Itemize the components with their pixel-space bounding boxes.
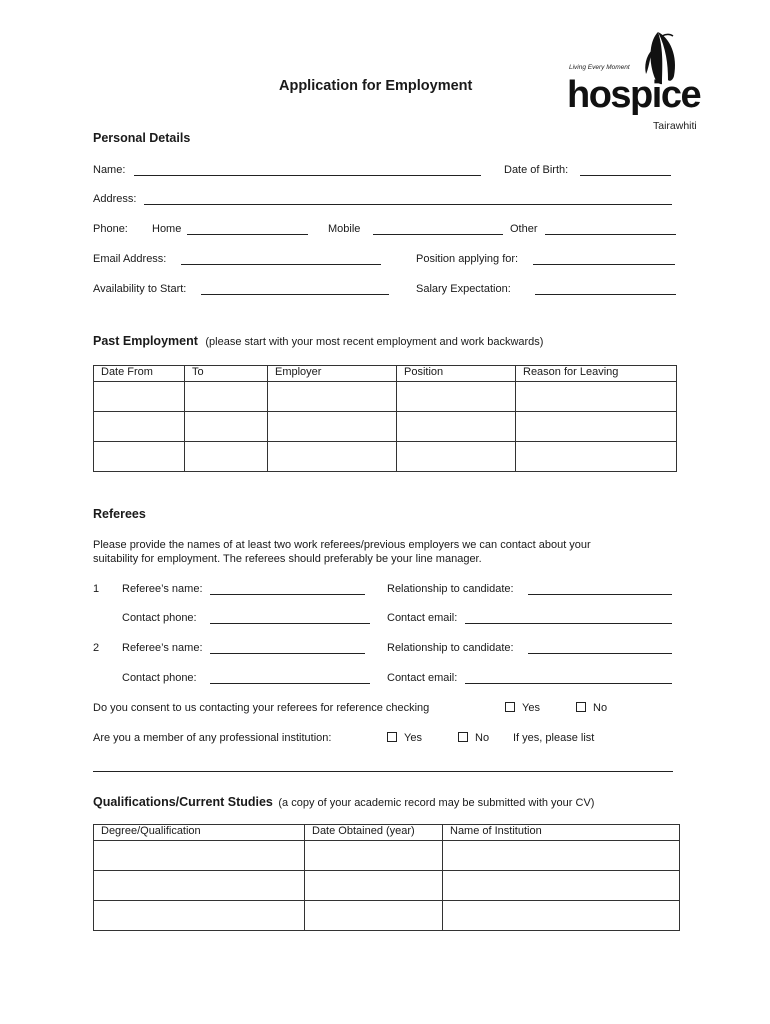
table-cell[interactable] xyxy=(305,901,443,931)
table-cell[interactable] xyxy=(94,382,185,412)
dob-label: Date of Birth: xyxy=(504,164,569,176)
personal-details-heading: Personal Details xyxy=(93,131,191,145)
home-phone-label: Home xyxy=(152,223,182,235)
referee-1-relationship-label: Relationship to candidate: xyxy=(387,583,514,595)
email-label: Email Address: xyxy=(93,253,167,265)
referee-2-email-label: Contact email: xyxy=(387,672,458,684)
table-header-row xyxy=(94,825,680,841)
consent-yes-label: Yes xyxy=(522,702,540,714)
past-employment-table xyxy=(93,365,677,472)
table-cell[interactable] xyxy=(94,841,305,871)
referees-intro-line-2: suitability for employment. The referees should preferably be your line manager. xyxy=(93,553,482,565)
referee-2-phone-label: Contact phone: xyxy=(122,672,197,684)
checkbox-icon[interactable] xyxy=(458,732,468,742)
column-header: Position xyxy=(397,366,516,382)
column-header: Employer xyxy=(268,366,397,382)
referee-1-phone-field[interactable] xyxy=(210,623,370,624)
past-employment-heading xyxy=(93,334,543,348)
table-cell[interactable] xyxy=(443,841,680,871)
table-cell[interactable] xyxy=(94,871,305,901)
consent-no-option[interactable] xyxy=(576,702,607,714)
membership-no-label: No xyxy=(475,732,490,744)
table-cell[interactable] xyxy=(516,412,677,442)
qualifications-table xyxy=(93,824,680,931)
table-cell[interactable] xyxy=(516,442,677,472)
referees-intro-line-1: Please provide the names of at least two work referees/previous employers we can contact about your xyxy=(93,539,591,551)
consent-question: Do you consent to us contacting your referees for reference checking xyxy=(93,702,430,714)
table-header-row xyxy=(94,366,677,382)
table-cell[interactable] xyxy=(268,442,397,472)
logo-place: Tairawhiti xyxy=(653,120,697,132)
table-row xyxy=(94,412,677,442)
table-cell[interactable] xyxy=(443,871,680,901)
past-employment-title: Past Employment xyxy=(93,334,198,348)
checkbox-icon[interactable] xyxy=(387,732,397,742)
membership-no-option[interactable] xyxy=(458,732,489,744)
table-cell[interactable] xyxy=(94,412,185,442)
mobile-phone-label: Mobile xyxy=(328,223,361,235)
column-header: To xyxy=(185,366,268,382)
table-cell[interactable] xyxy=(94,442,185,472)
referee-1-email-label: Contact email: xyxy=(387,612,458,624)
name-label: Name: xyxy=(93,164,126,176)
hospice-logo xyxy=(566,30,706,135)
salary-label: Salary Expectation: xyxy=(416,283,511,295)
table-cell[interactable] xyxy=(397,442,516,472)
table-cell[interactable] xyxy=(305,871,443,901)
table-row xyxy=(94,841,680,871)
membership-list-label: If yes, please list xyxy=(513,732,595,744)
table-cell[interactable] xyxy=(268,382,397,412)
membership-yes-option[interactable] xyxy=(387,732,422,744)
past-employment-note: (please start with your most recent employment and work backwards) xyxy=(205,336,544,348)
email-field[interactable] xyxy=(181,264,381,265)
table-cell[interactable] xyxy=(185,442,268,472)
column-header: Date From xyxy=(94,366,185,382)
table-cell[interactable] xyxy=(185,382,268,412)
column-header: Name of Institution xyxy=(443,825,680,841)
qualifications-heading xyxy=(93,795,594,809)
table-cell[interactable] xyxy=(397,412,516,442)
home-phone-field[interactable] xyxy=(187,234,308,235)
table-row xyxy=(94,871,680,901)
position-label: Position applying for: xyxy=(416,253,519,265)
checkbox-icon[interactable] xyxy=(576,702,586,712)
other-phone-label: Other xyxy=(510,223,538,235)
referee-1-name-field[interactable] xyxy=(210,594,365,595)
referees-heading: Referees xyxy=(93,507,146,521)
dob-field[interactable] xyxy=(580,175,671,176)
referee-1-phone-label: Contact phone: xyxy=(122,612,197,624)
name-field[interactable] xyxy=(134,175,481,176)
referee-1-email-field[interactable] xyxy=(465,623,672,624)
membership-yes-label: Yes xyxy=(404,732,422,744)
table-row xyxy=(94,442,677,472)
referee-2-relationship-field[interactable] xyxy=(528,653,672,654)
availability-label: Availability to Start: xyxy=(93,283,187,295)
consent-yes-option[interactable] xyxy=(505,702,540,714)
column-header: Date Obtained (year) xyxy=(305,825,443,841)
referee-2-phone-field[interactable] xyxy=(210,683,370,684)
table-row xyxy=(94,382,677,412)
table-cell[interactable] xyxy=(397,382,516,412)
position-field[interactable] xyxy=(533,264,675,265)
address-label: Address: xyxy=(93,193,137,205)
form-title: Application for Employment xyxy=(279,78,473,94)
table-cell[interactable] xyxy=(185,412,268,442)
table-cell[interactable] xyxy=(268,412,397,442)
membership-question: Are you a member of any professional institution: xyxy=(93,732,332,744)
table-cell[interactable] xyxy=(94,901,305,931)
mobile-phone-field[interactable] xyxy=(373,234,503,235)
logo-wordmark: hospice xyxy=(567,74,701,116)
checkbox-icon[interactable] xyxy=(505,702,515,712)
referee-2-number: 2 xyxy=(93,642,100,654)
logo-tagline: Living Every Moment xyxy=(569,64,630,71)
phone-label: Phone: xyxy=(93,223,128,235)
membership-list-field[interactable] xyxy=(93,771,673,772)
referee-1-name-label: Referee’s name: xyxy=(122,583,203,595)
consent-no-label: No xyxy=(593,702,608,714)
address-field[interactable] xyxy=(144,204,672,205)
referee-2-name-label: Referee’s name: xyxy=(122,642,203,654)
table-cell[interactable] xyxy=(305,841,443,871)
column-header: Reason for Leaving xyxy=(516,366,677,382)
table-row xyxy=(94,901,680,931)
qualifications-title: Qualifications/Current Studies xyxy=(93,795,273,809)
referee-2-relationship-label: Relationship to candidate: xyxy=(387,642,514,654)
referee-1-number: 1 xyxy=(93,583,100,595)
other-phone-field[interactable] xyxy=(545,234,676,235)
referee-2-email-field[interactable] xyxy=(465,683,672,684)
referee-1-relationship-field[interactable] xyxy=(528,594,672,595)
table-cell[interactable] xyxy=(443,901,680,931)
availability-field[interactable] xyxy=(201,294,389,295)
referee-2-name-field[interactable] xyxy=(210,653,365,654)
salary-field[interactable] xyxy=(535,294,676,295)
table-cell[interactable] xyxy=(516,382,677,412)
qualifications-note: (a copy of your academic record may be submitted with your CV) xyxy=(278,797,595,809)
column-header: Degree/Qualification xyxy=(94,825,305,841)
